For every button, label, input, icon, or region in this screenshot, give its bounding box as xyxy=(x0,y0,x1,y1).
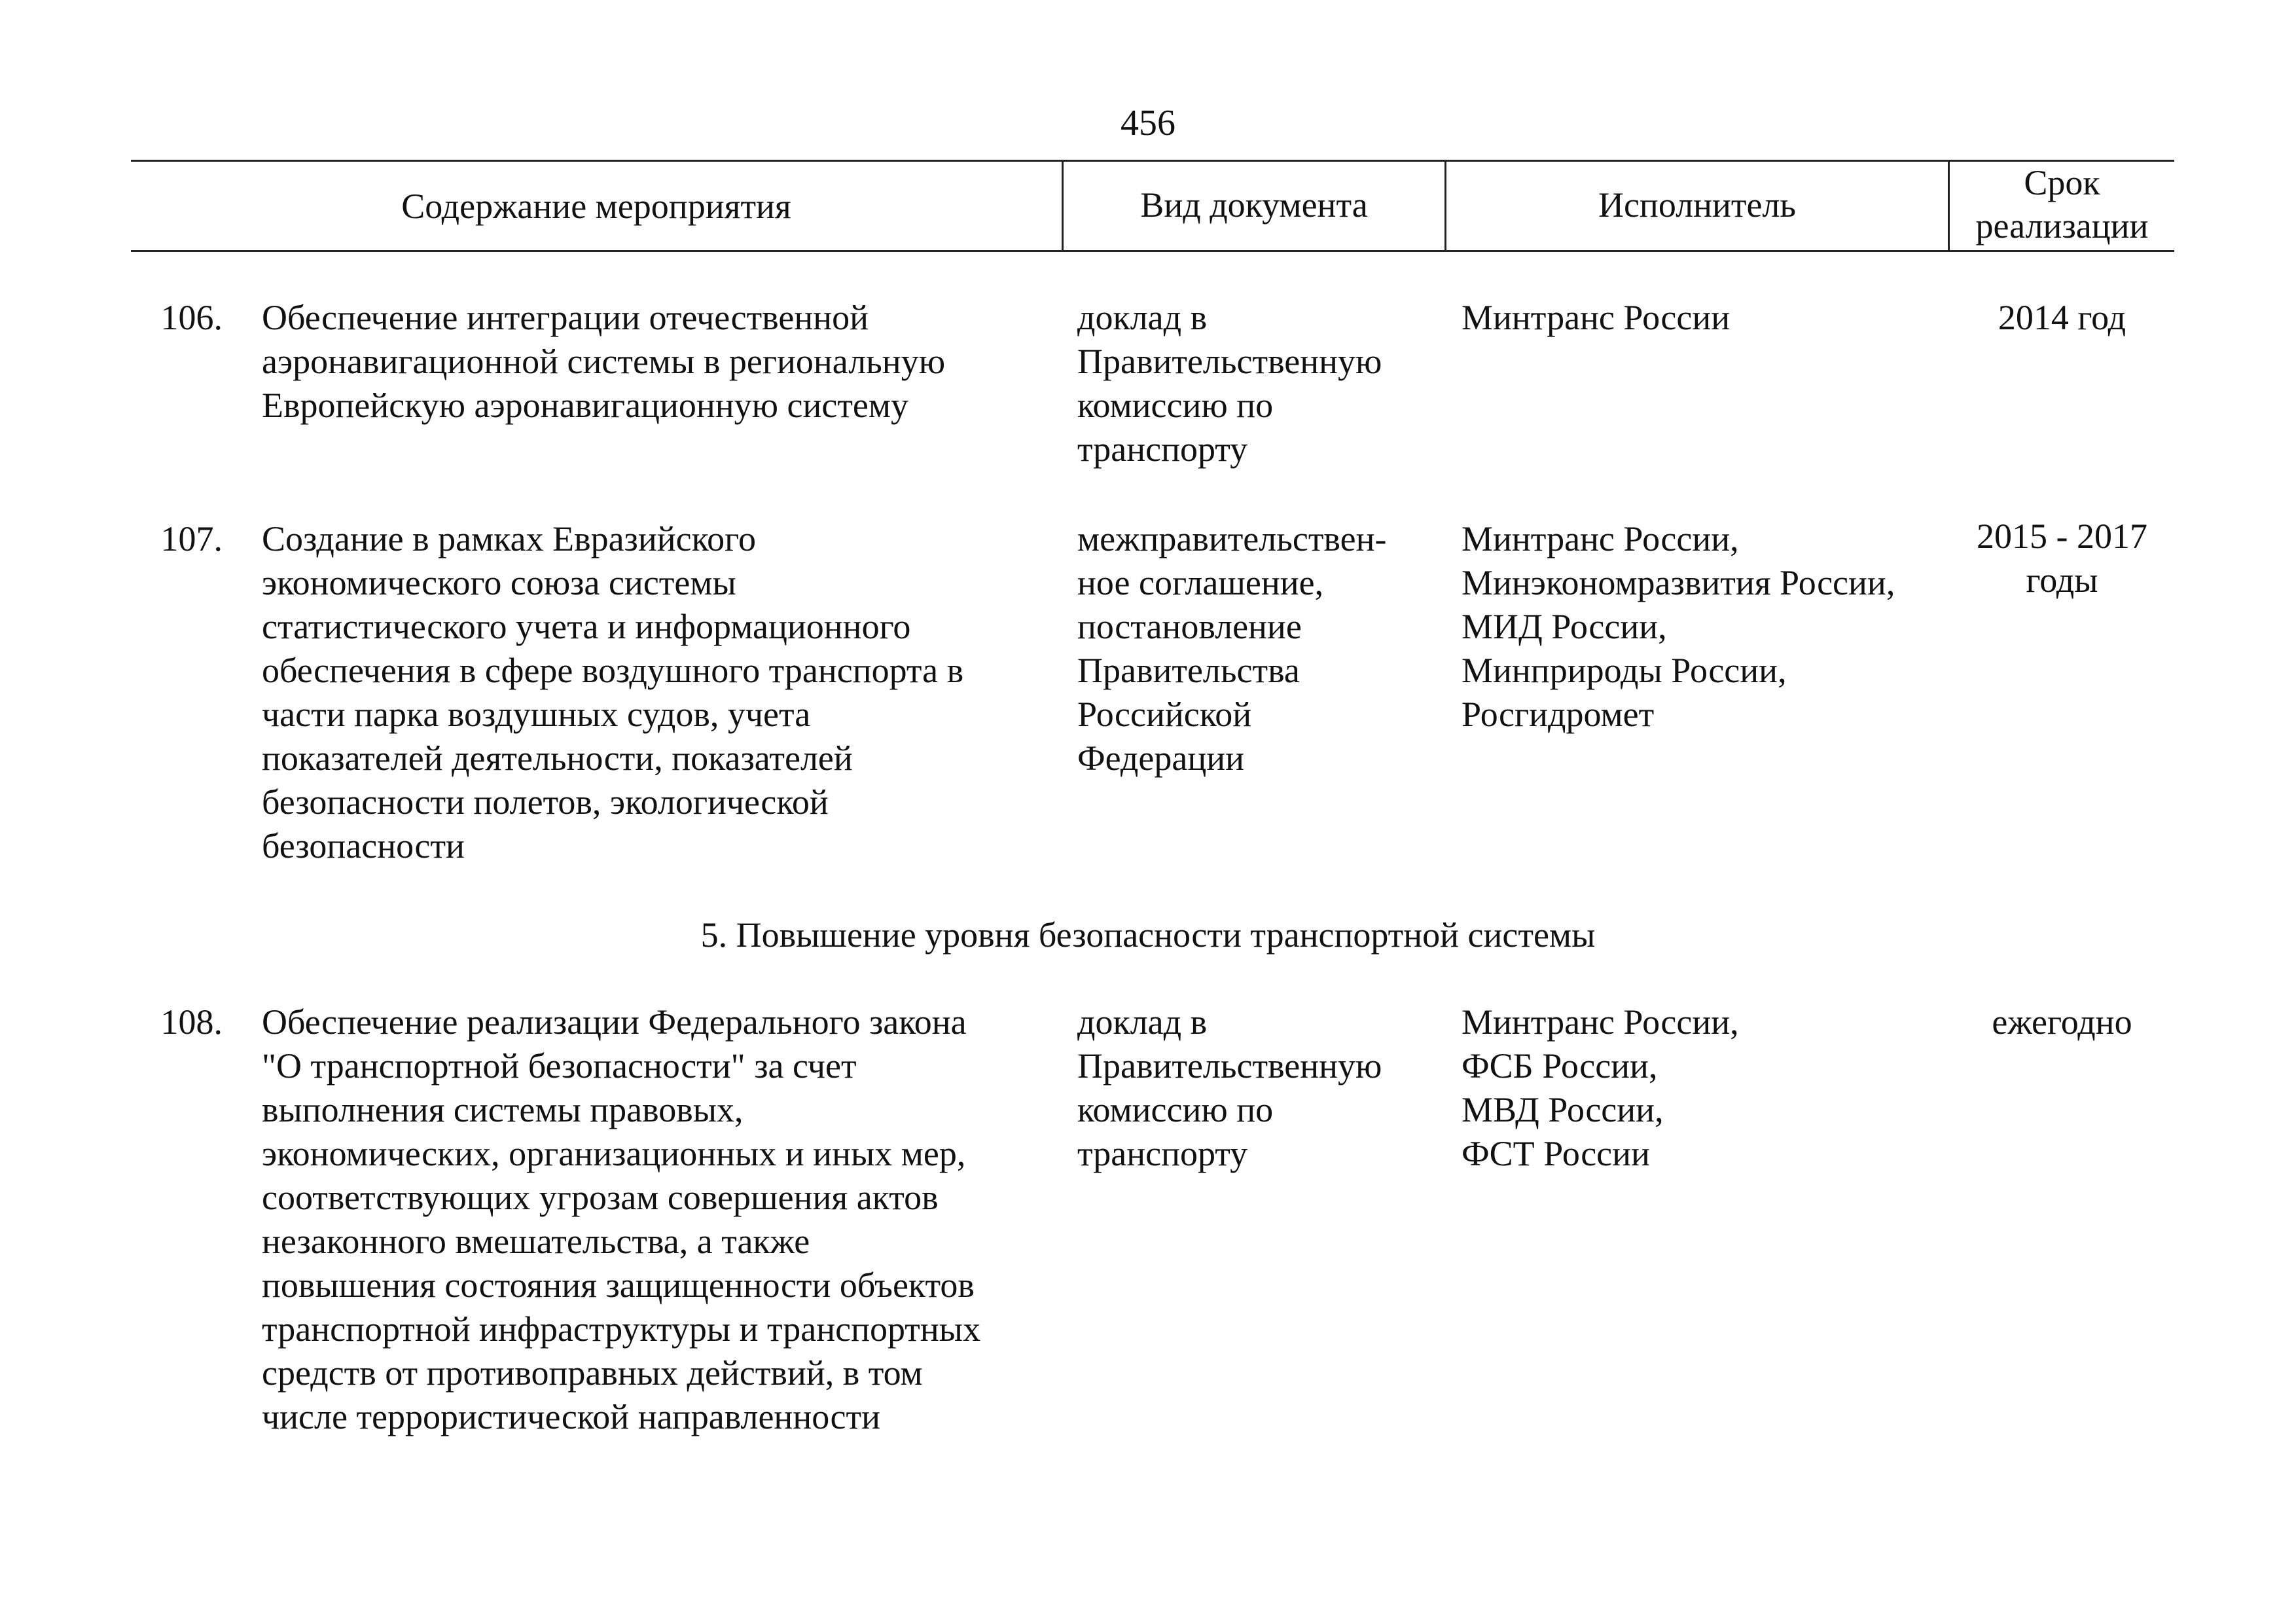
row-term: 2014 год xyxy=(1998,298,2126,337)
row-doc-type: межправительствен- ное соглашение, постановление Правительства Российской Федерации xyxy=(1077,519,1387,778)
row-term: ежегодно xyxy=(1992,1002,2132,1042)
row-term: 2015 - 2017 годы xyxy=(1977,517,2147,600)
page-number: 456 xyxy=(1121,103,1175,143)
header-executor: Исполнитель xyxy=(1598,185,1797,225)
row-doc-type: доклад в Правительственную комиссию по транспорту xyxy=(1077,1002,1382,1173)
row-executor: Минтранс России xyxy=(1462,298,1731,337)
row-content: Обеспечение интеграции отечественной аэронавигационной системы в региональную Европейскую аэронавигационную систему xyxy=(262,298,946,425)
row-content: Создание в рамках Евразийского экономического союза системы статистического учета и информационного обеспечения в сфере воздушного транспорта в части парка воздушных судов, учета показателей деятельности, показателей безопасности полетов, экологической безопасности xyxy=(262,519,964,866)
row-executor: Минтранс России, ФСБ России, МВД России, ФСТ России xyxy=(1462,1002,1739,1173)
row-content: Обеспечение реализации Федерального закона "О транспортной безопасности" за счет выполнения системы правовых, экономических, организационных и иных мер, соответствующих угрозам совершения актов незаконного вмешательства, а также повышения состояния защищенности объектов транспортной инфраструктуры и транспортных средств от противоправных действий, в том числе террористической направленности xyxy=(262,1002,981,1436)
header-content: Содержание мероприятия xyxy=(401,187,791,226)
header-bottom-rule xyxy=(131,250,2174,252)
header-top-rule xyxy=(131,160,2174,162)
header-doc-type: Вид документа xyxy=(1140,185,1368,225)
header-term: Срок реализации xyxy=(1975,163,2149,246)
row-doc-type: доклад в Правительственную комиссию по транспорту xyxy=(1077,298,1382,469)
row-executor: Минтранс России, Минэкономразвития России, МИД России, Минприроды России, Росгидромет xyxy=(1462,519,1895,734)
row-number: 107. xyxy=(160,519,223,558)
row-number: 106. xyxy=(160,298,223,337)
section-title: 5. Повышение уровня безопасности транспортной системы xyxy=(700,915,1596,955)
row-number: 108. xyxy=(160,1002,223,1042)
